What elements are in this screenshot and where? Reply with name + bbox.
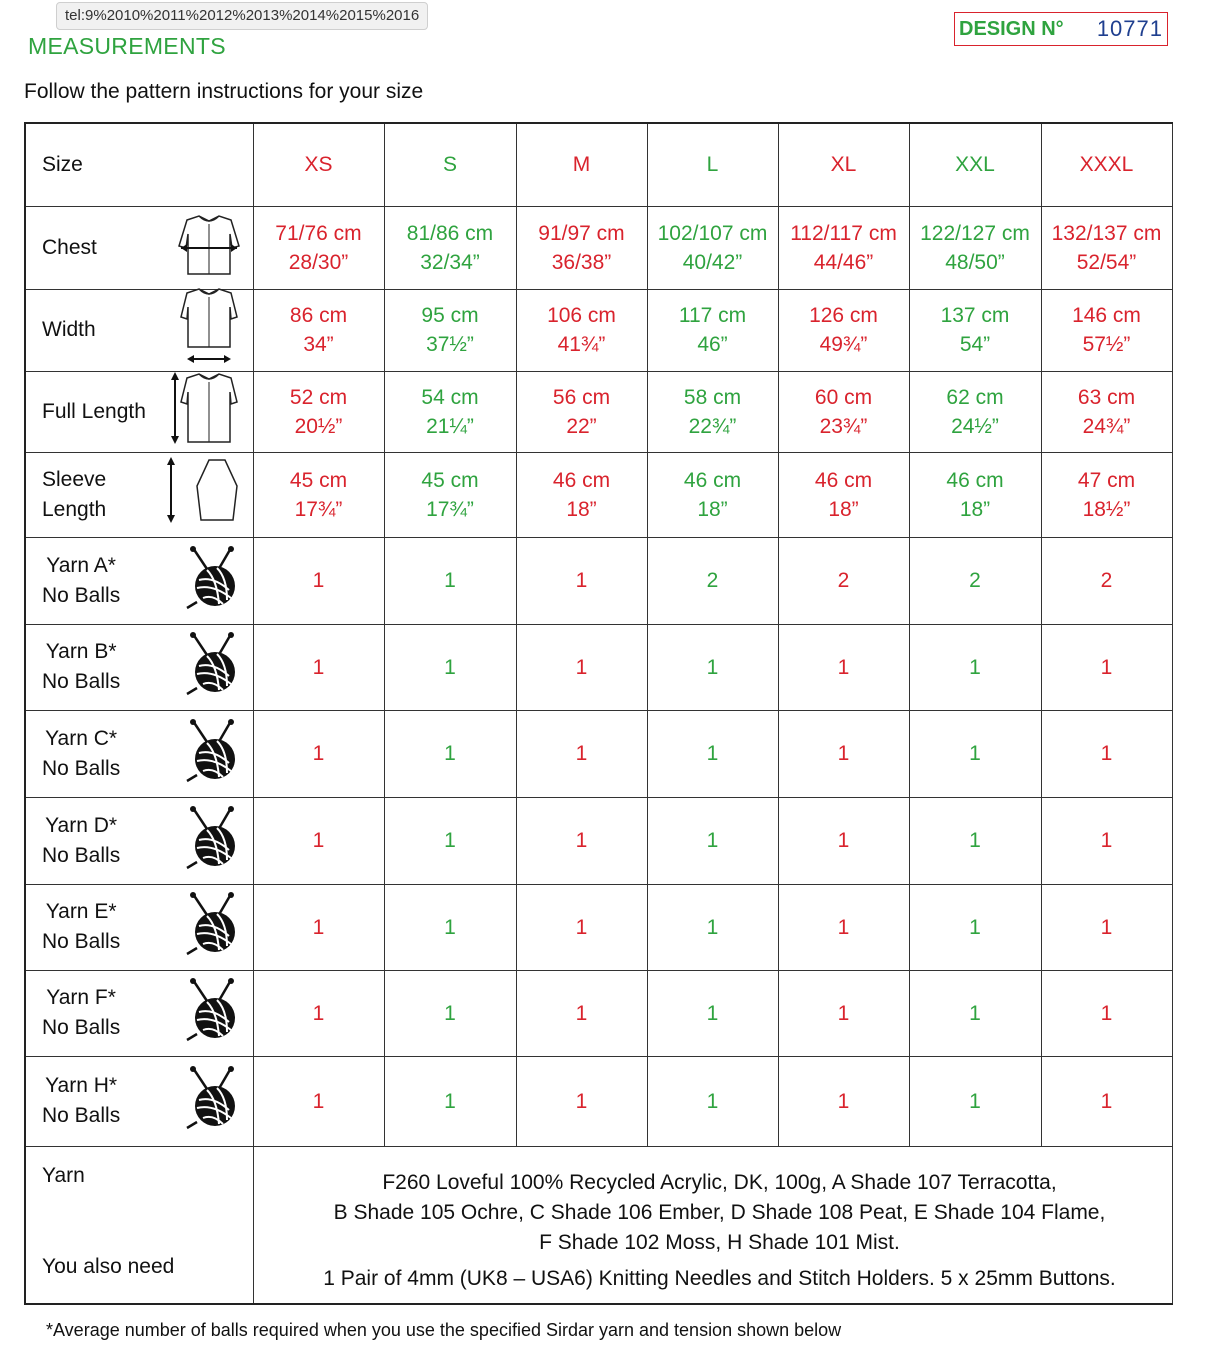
value-line: 1 — [706, 1001, 719, 1025]
value-cell-m — [516, 1056, 647, 1146]
row-label-line: Full Length — [42, 399, 146, 423]
value-cell-xxxl — [1041, 289, 1172, 371]
value-line: 1 — [969, 915, 981, 939]
value-line: 117 cm — [678, 304, 747, 327]
value-line: 52/54” — [1076, 250, 1137, 274]
row-label-cell — [25, 537, 253, 624]
value-cell-l — [647, 537, 778, 624]
value-line: 46 cm — [946, 468, 1004, 492]
value-cell-xs — [253, 710, 384, 797]
value-line: 86 cm — [289, 304, 348, 327]
row-label-cell — [25, 289, 253, 371]
row-label — [42, 465, 106, 525]
value-cell-xxl — [909, 537, 1041, 624]
row-label-cell — [25, 206, 253, 289]
value-cell-xl — [778, 624, 909, 710]
table-row — [25, 624, 1172, 710]
value-line: 91/97 cm — [538, 221, 625, 245]
value-cell-xs — [253, 537, 384, 624]
value-line: 18” — [566, 497, 597, 521]
value-line: 1 — [837, 742, 850, 765]
value-line: 1 — [444, 569, 456, 592]
row-label — [42, 637, 120, 697]
value-line: 1 — [444, 829, 456, 852]
row-label-line: Chest — [42, 235, 97, 259]
value-cell-xxl — [909, 884, 1041, 970]
value-line: 18” — [697, 497, 728, 521]
row-label-line: Yarn D* — [45, 813, 118, 837]
yarn-info-row — [25, 1146, 1172, 1304]
row-label-line: No Balls — [42, 756, 121, 780]
yarn-info-text — [253, 1146, 1172, 1304]
value-line: 1 — [312, 655, 325, 679]
value-line: 137 cm — [940, 304, 1010, 327]
value-cell-s — [384, 1056, 516, 1146]
row-label — [42, 315, 96, 345]
value-line: 1 — [444, 655, 456, 679]
value-line: 106 cm — [547, 304, 616, 327]
row-label-cell — [25, 371, 253, 452]
value-line: 1 — [969, 1089, 981, 1113]
value-cell-xl — [778, 1056, 909, 1146]
size-header-s: S — [384, 123, 516, 206]
value-cell-xxxl — [1041, 206, 1172, 289]
value-line: 48/50” — [945, 250, 1005, 274]
table-row — [25, 710, 1172, 797]
value-line: 1 — [969, 1001, 981, 1025]
value-line: 18” — [959, 497, 991, 521]
row-label — [42, 811, 120, 871]
footnote: *Average number of balls required when you use the specified Sirdar yarn and tension shown below — [46, 1320, 842, 1340]
value-line: 54 cm — [421, 385, 479, 409]
value-cell-s — [384, 537, 516, 624]
value-line: 1 — [969, 829, 981, 852]
value-line: 132/137 cm — [1051, 221, 1162, 245]
measurements-table — [24, 122, 1173, 1305]
table-row — [25, 289, 1172, 371]
value-cell-s — [384, 206, 516, 289]
row-label — [42, 551, 120, 611]
value-cell-s — [384, 452, 516, 537]
value-cell-l — [647, 371, 778, 452]
value-line: 1 — [837, 915, 850, 939]
size-label: Size — [42, 152, 83, 176]
value-line: 2 — [837, 569, 850, 592]
value-line: 1 — [575, 829, 588, 852]
value-line: 24½” — [951, 414, 999, 438]
value-line: 102/107 cm — [657, 221, 768, 245]
row-label — [42, 397, 146, 427]
value-cell-xs — [253, 970, 384, 1056]
row-label-line: Yarn H* — [45, 1074, 118, 1097]
yarn-label: Yarn — [42, 1163, 85, 1187]
table-row — [25, 452, 1172, 537]
value-line: 1 — [312, 742, 325, 765]
value-cell-l — [647, 970, 778, 1056]
value-line: 1 — [575, 915, 588, 939]
value-line: 1 — [837, 1001, 850, 1025]
value-cell-xs — [253, 797, 384, 884]
table-row — [25, 884, 1172, 970]
value-line: 71/76 cm — [275, 221, 362, 245]
value-cell-m — [516, 371, 647, 452]
value-line: 45 cm — [421, 468, 479, 492]
value-line: 1 — [969, 655, 981, 679]
table-row — [25, 206, 1172, 289]
value-cell-xxl — [909, 797, 1041, 884]
value-cell-xxl — [909, 624, 1041, 710]
value-cell-xxxl — [1041, 884, 1172, 970]
value-cell-xl — [778, 206, 909, 289]
value-cell-l — [647, 206, 778, 289]
value-line: 56 cm — [552, 385, 611, 409]
yarn-ball-icon — [183, 890, 241, 964]
value-line: 1 — [312, 829, 325, 852]
value-cell-xl — [778, 797, 909, 884]
value-line: 95 cm — [421, 304, 479, 327]
value-cell-xxl — [909, 289, 1041, 371]
yarn-info-labels — [25, 1146, 253, 1304]
value-cell-xl — [778, 884, 909, 970]
yarn-ball-icon — [183, 630, 241, 704]
row-label-cell — [25, 710, 253, 797]
table-row — [25, 537, 1172, 624]
value-line: 46 cm — [683, 468, 742, 492]
value-line: 1 — [444, 742, 456, 765]
value-line: 1 — [837, 1089, 850, 1113]
value-line: 122/127 cm — [920, 221, 1030, 245]
row-label-line: Yarn E* — [45, 900, 117, 923]
value-cell-s — [384, 289, 516, 371]
value-cell-l — [647, 452, 778, 537]
table-row — [25, 970, 1172, 1056]
value-cell-m — [516, 537, 647, 624]
value-line: 60 cm — [814, 385, 873, 409]
row-label — [42, 983, 120, 1043]
value-line: 1 — [575, 1089, 588, 1113]
size-header-l: L — [647, 123, 778, 206]
value-line: 28/30” — [288, 250, 349, 274]
row-label-line: No Balls — [42, 930, 121, 953]
value-line: 21¼” — [426, 414, 474, 438]
value-cell-s — [384, 970, 516, 1056]
value-cell-l — [647, 1056, 778, 1146]
value-line: 1 — [312, 915, 325, 939]
value-line: 1 — [706, 915, 719, 939]
value-line: 24¾” — [1082, 414, 1131, 438]
value-line: 22¾” — [688, 414, 737, 438]
value-line: 18” — [828, 497, 859, 521]
value-line: 1 — [706, 742, 719, 765]
value-cell-xxxl — [1041, 970, 1172, 1056]
value-cell-xs — [253, 884, 384, 970]
value-line: 63 cm — [1077, 385, 1136, 409]
value-line: 1 — [1100, 915, 1113, 939]
value-cell-s — [384, 371, 516, 452]
chest-diagram-icon — [177, 212, 241, 284]
value-line: 46” — [697, 333, 728, 356]
table-header-row — [25, 123, 1172, 206]
value-cell-xl — [778, 452, 909, 537]
value-line: 1 — [444, 1089, 456, 1113]
row-label-line: Yarn F* — [46, 986, 116, 1009]
value-line: 1 — [575, 569, 588, 592]
value-line: 1 — [444, 1001, 456, 1025]
value-line: 17¾” — [426, 497, 474, 521]
value-cell-l — [647, 710, 778, 797]
value-cell-l — [647, 289, 778, 371]
design-label: DESIGN N° — [959, 17, 1064, 40]
value-line: 17¾” — [294, 497, 343, 521]
value-line: 46 cm — [814, 468, 873, 492]
value-line: 1 — [969, 742, 981, 765]
row-label-line: No Balls — [42, 583, 121, 607]
value-cell-xxl — [909, 206, 1041, 289]
value-cell-s — [384, 884, 516, 970]
value-cell-l — [647, 884, 778, 970]
value-line: 57½” — [1082, 333, 1131, 356]
value-cell-m — [516, 970, 647, 1056]
value-cell-m — [516, 452, 647, 537]
row-label-cell — [25, 624, 253, 710]
value-line: 1 — [575, 742, 588, 765]
size-label-cell — [25, 123, 253, 206]
size-header-xxl: XXL — [909, 123, 1041, 206]
value-cell-xs — [253, 624, 384, 710]
value-cell-s — [384, 710, 516, 797]
value-cell-xxxl — [1041, 624, 1172, 710]
value-line: 46 cm — [552, 468, 611, 492]
value-line: 1 — [1100, 655, 1113, 679]
value-line: 1 — [706, 655, 719, 679]
value-line: 1 — [575, 655, 588, 679]
intro-text: Follow the pattern instructions for your size — [24, 80, 424, 103]
value-line: 1 — [1100, 1089, 1113, 1113]
value-line: 49¾” — [819, 333, 868, 356]
value-cell-l — [647, 624, 778, 710]
value-cell-xxxl — [1041, 537, 1172, 624]
value-line: 32/34” — [420, 250, 480, 274]
row-label-line: No Balls — [42, 1104, 121, 1127]
value-cell-m — [516, 624, 647, 710]
value-cell-xxxl — [1041, 371, 1172, 452]
value-line: 52 cm — [289, 385, 348, 409]
yarn-text-line: F260 Loveful 100% Recycled Acrylic, DK, 100g, A Shade 107 Terracotta, — [382, 1170, 1057, 1194]
value-cell-m — [516, 206, 647, 289]
yarn-ball-icon — [183, 976, 241, 1050]
value-line: 34” — [303, 333, 334, 356]
design-number-box — [954, 12, 1168, 46]
value-line: 18½” — [1082, 497, 1131, 521]
yarn-text-line: F Shade 102 Moss, H Shade 101 Mist. — [539, 1230, 900, 1254]
also-need-text: 1 Pair of 4mm (UK8 – USA6) Knitting Needles and Stitch Holders. 5 x 25mm Buttons. — [323, 1266, 1116, 1290]
value-cell-xs — [253, 1056, 384, 1146]
size-header-m: M — [516, 123, 647, 206]
width-diagram-icon — [177, 287, 241, 373]
row-label-line: Width — [42, 318, 96, 341]
value-line: 41¾” — [557, 333, 606, 356]
value-cell-xxxl — [1041, 797, 1172, 884]
value-line: 2 — [969, 569, 981, 592]
yarn-ball-icon — [183, 544, 241, 618]
value-line: 22” — [566, 414, 597, 438]
value-line: 54” — [959, 333, 991, 356]
value-line: 44/46” — [813, 250, 874, 274]
value-line: 2 — [1100, 569, 1113, 592]
yarn-ball-icon — [183, 1064, 241, 1138]
value-cell-xl — [778, 970, 909, 1056]
value-line: 37½” — [426, 333, 474, 356]
value-cell-xs — [253, 206, 384, 289]
value-line: 20½” — [294, 414, 343, 438]
value-cell-xxxl — [1041, 452, 1172, 537]
full-length-diagram-icon — [169, 370, 241, 454]
page-title: MEASUREMENTS — [28, 33, 226, 59]
yarn-ball-icon — [183, 804, 241, 878]
value-line: 1 — [575, 1001, 588, 1025]
value-line: 58 cm — [683, 385, 742, 409]
value-line: 36/38” — [551, 250, 612, 274]
row-label-cell — [25, 452, 253, 537]
value-cell-xxl — [909, 710, 1041, 797]
value-cell-xl — [778, 710, 909, 797]
also-need-label: You also need — [42, 1254, 175, 1278]
row-label-cell — [25, 884, 253, 970]
row-label-line: No Balls — [42, 1016, 121, 1039]
row-label-cell — [25, 1056, 253, 1146]
row-label-line: Sleeve — [42, 467, 107, 491]
value-line: 1 — [312, 569, 325, 592]
yarn-text-line: B Shade 105 Ochre, C Shade 106 Ember, D Shade 108 Peat, E Shade 104 Flame, — [333, 1200, 1106, 1224]
yarn-ball-icon — [183, 717, 241, 791]
value-cell-xxxl — [1041, 1056, 1172, 1146]
value-line: 126 cm — [809, 304, 878, 327]
row-label-line: No Balls — [42, 843, 121, 867]
row-label — [42, 897, 120, 957]
value-cell-xs — [253, 289, 384, 371]
value-line: 1 — [1100, 742, 1113, 765]
value-cell-xs — [253, 452, 384, 537]
value-line: 146 cm — [1072, 304, 1141, 327]
row-label-line: Yarn C* — [45, 726, 118, 750]
value-line: 112/117 cm — [790, 221, 897, 245]
row-label — [42, 724, 120, 784]
value-line: 45 cm — [289, 468, 348, 492]
value-line: 1 — [837, 655, 850, 679]
value-cell-m — [516, 710, 647, 797]
value-line: 81/86 cm — [406, 221, 494, 245]
value-cell-xxl — [909, 371, 1041, 452]
table-row — [25, 371, 1172, 452]
row-label-line: Yarn B* — [45, 640, 117, 663]
row-label-cell — [25, 970, 253, 1056]
value-line: 40/42” — [682, 250, 743, 274]
sleeve-length-diagram-icon — [163, 456, 241, 534]
value-line: 1 — [1100, 829, 1113, 852]
value-line: 62 cm — [946, 385, 1004, 409]
table-row — [25, 797, 1172, 884]
value-line: 23¾” — [819, 414, 868, 438]
value-cell-xxl — [909, 970, 1041, 1056]
row-label-line: Length — [42, 497, 107, 521]
value-cell-m — [516, 884, 647, 970]
value-cell-xxl — [909, 1056, 1041, 1146]
value-cell-xxl — [909, 452, 1041, 537]
value-cell-xl — [778, 371, 909, 452]
size-header-xxxl: XXXL — [1041, 123, 1172, 206]
value-cell-m — [516, 797, 647, 884]
value-cell-s — [384, 624, 516, 710]
value-cell-xs — [253, 371, 384, 452]
table-row — [25, 1056, 1172, 1146]
value-cell-s — [384, 797, 516, 884]
value-cell-xxxl — [1041, 710, 1172, 797]
size-header-xs: XS — [253, 123, 384, 206]
row-label — [42, 233, 97, 263]
row-label-cell — [25, 797, 253, 884]
row-label-line: Yarn A* — [46, 553, 116, 577]
value-line: 1 — [1100, 1001, 1113, 1025]
value-cell-l — [647, 797, 778, 884]
value-line: 1 — [444, 915, 456, 939]
value-line: 1 — [312, 1001, 325, 1025]
value-cell-xl — [778, 537, 909, 624]
row-label — [42, 1071, 120, 1131]
size-header-xl: XL — [778, 123, 909, 206]
link-tooltip: tel:9%2010%2011%2012%2013%2014%2015%2016 — [56, 2, 428, 30]
value-line: 1 — [706, 829, 719, 852]
design-number: 10771 — [1096, 16, 1163, 41]
value-line: 1 — [837, 829, 850, 852]
value-line: 2 — [706, 569, 719, 592]
value-cell-xl — [778, 289, 909, 371]
value-line: 47 cm — [1077, 468, 1136, 492]
row-label-line: No Balls — [42, 670, 121, 693]
value-line: 1 — [706, 1089, 719, 1113]
value-line: 1 — [312, 1089, 325, 1113]
value-cell-m — [516, 289, 647, 371]
